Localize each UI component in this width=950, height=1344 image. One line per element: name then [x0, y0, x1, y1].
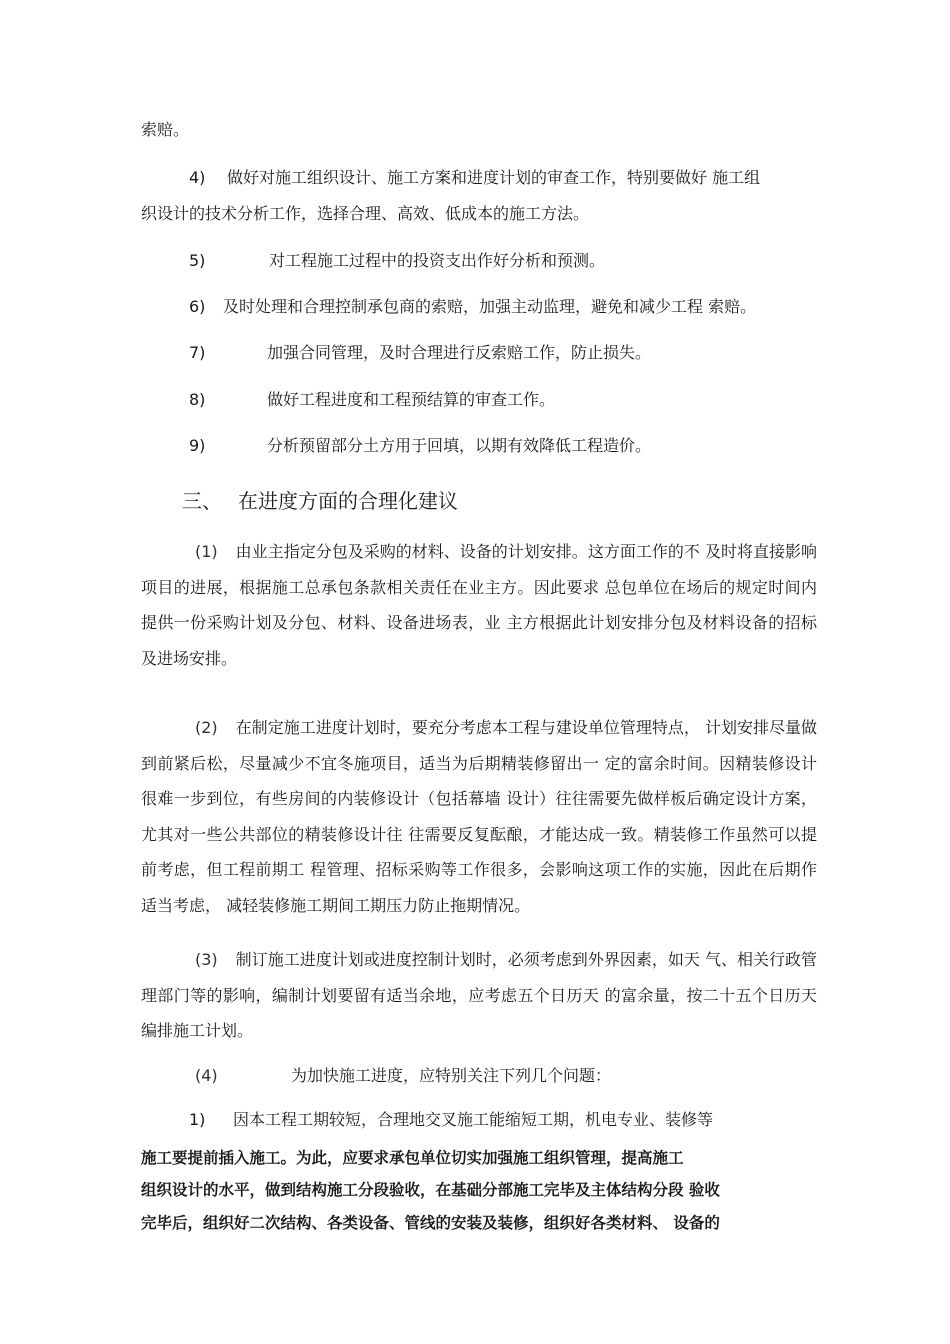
item-number: 7) — [189, 343, 206, 362]
item-number: 8) — [189, 390, 206, 409]
item-number: 6) — [189, 297, 206, 316]
list-item-5: 5) 对工程施工过程中的投资支出作好分析和预测。 — [189, 251, 606, 270]
sub-item-1-line-2: 施工要提前插入施工。为此，应要求承包单位切实加强施工组织管理，提高施工 — [141, 1149, 684, 1167]
item-number: 4) — [189, 168, 206, 187]
paragraph-number: (3) — [195, 950, 218, 969]
paragraph-number: (2) — [195, 718, 218, 737]
paragraph-number: (1) — [195, 542, 218, 561]
list-item-6: 6) 及时处理和合理控制承包商的索赔，加强主动监理，避免和减少工程 索赔。 — [189, 297, 757, 316]
continued-text: 索赔。 — [141, 120, 190, 139]
item-number: 1) — [189, 1110, 206, 1129]
paragraph-4: (4) 为加快施工进度，应特别关注下列几个问题： — [195, 1066, 612, 1085]
sub-item-1: 1) 因本工程工期较短，合理地交叉施工能缩短工期，机电专业、装修等 — [189, 1110, 714, 1129]
sub-item-1-line-4: 完毕后，组织好二次结构、各类设备、管线的安装及装修，组织好各类材料、 设备的 — [141, 1214, 720, 1232]
section-title: 在进度方面的合理化建议 — [238, 489, 458, 513]
sub-item-1-line-3: 组织设计的水平，做到结构施工分段验收，在基础分部施工完毕及主体结构分段 验收 — [141, 1181, 720, 1199]
paragraph-3: (3) 制订施工进度计划或进度控制计划时，必须考虑到外界因素，如天 气、相关行政管理部门等的影响，编制计划要留有适当余地，应考虑五个日历天 的富余量，按二十五个日历天编排施工计划。 — [141, 950, 817, 1040]
list-item-4: 4) 做好对施工组织设计、施工方案和进度计划的审查工作，特别要做好 施工组 — [189, 168, 761, 187]
item-number: 9) — [189, 436, 206, 455]
section-number: 三、 — [182, 489, 222, 513]
item-number: 5) — [189, 251, 206, 270]
paragraph-2: (2) 在制定施工进度计划时，要充分考虑本工程与建设单位管理特点， 计划安排尽量做到前紧后松，尽量减少不宜冬施项目，适当为后期精装修留出一 定的富余时间。因精装修设计很难一步到位，有些房间的内装修设计（包括幕墙 设计）往往需要先做样板后确定设计方案，尤其对一些公共部位的精装修设计往 往需要反复酝酿，才能达成一致。精装修工作虽然可以提前考虑，但工程前期工 程管理、招标采购等工作很多，会影响这项工作的实施，因此在后期作适当考虑， 减轻装修施工期间工期压力防止拖期情况。 — [141, 718, 817, 915]
list-item-4-cont: 织设计的技术分析工作，选择合理、高效、低成本的施工方法。 — [141, 204, 590, 223]
section-heading — [182, 489, 458, 513]
paragraph-number: (4) — [195, 1066, 218, 1085]
list-item-8: 8) 做好工程进度和工程预结算的审查工作。 — [189, 390, 556, 409]
paragraph-1: (1) 由业主指定分包及采购的材料、设备的计划安排。这方面工作的不 及时将直接影响项目的进展，根据施工总承包条款相关责任在业主方。因此要求 总包单位在场后的规定时间内提供一份采购计划及分包、材料、设备进场表，业 主方根据此计划安排分包及材料设备的招标及进场安排。 — [141, 542, 817, 668]
list-item-9: 9) 分析预留部分土方用于回填，以期有效降低工程造价。 — [189, 436, 652, 455]
list-item-7: 7) 加强合同管理，及时合理进行反索赔工作，防止损失。 — [189, 343, 652, 362]
